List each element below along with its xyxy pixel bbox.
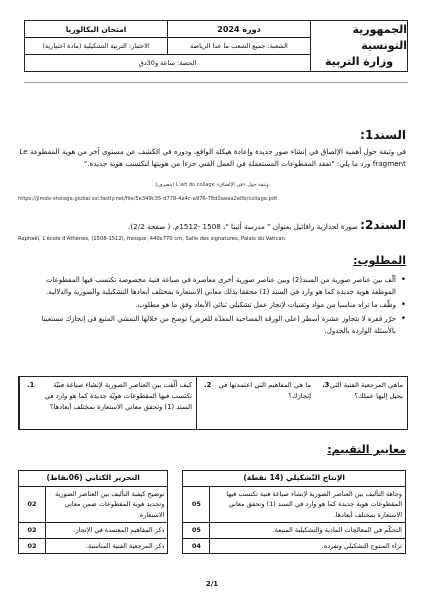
required-item: • وظّف ما تراه مناسبا من مواد وتقنيات لإنجاز عمل تشكيلي ثنائي الأبعاد وفق ما هو مطلوب. [26,299,406,311]
criteria-heading: معايير التقييم: [327,443,406,456]
source1-text: في وثيقة حول أهمية الإلصاق في إنشاء صور جديدة وإعادة هيكلة الواقع، ودوره في الكشف عن مستوى آخر من هوية المقطوعة Le fragment ورد ما يلي: "تفقد المقطوعات المستعملة في العمل الفني جزءا من هويتها لتكتسب هوية جديدة." [19,147,406,168]
source2-caption: Raphaël, L'école d'Athènes, (1508-1512), fresque, 440x770 cm, Salle des signatures, Palais du Vatican. [18,236,287,242]
exam-duration: الحصة: ساعة و30دق [138,59,197,67]
questions-table [18,376,408,430]
question-text: ما هي المفاهيم التي اعتمدتها في إنجازك؟ [218,381,311,400]
written-criterion: ذكر المرجعية الفنية المناسبة. [46,538,168,554]
practical-criterion: ثراء المنتوج التشكيلي وتفرده. [210,538,406,554]
written-criterion: ذكر المفاهيم المعتمدة في الإنجاز. [46,523,168,539]
practical-mark: 05 [183,523,210,539]
exam-subject: الاختبار: التربية التشكيلية (مادة اختيارية) [42,42,150,50]
question-cell [196,377,315,429]
question-cell [315,377,407,429]
required-heading: المطلوب: [353,254,406,267]
written-criterion: توضيح كيفية التأليف بين العناصر الصورية وتجديد هوية المقطوعات ضمن معاني الاستعارة. [46,486,168,523]
source1-heading: السند1: [360,128,406,142]
institution-block [311,20,408,72]
practical-mark: 05 [183,486,210,523]
exam-session: دورة 2024 [217,24,261,34]
practical-criterion: التحكّم في المعالجات المادية والتشكيلية المتبعة. [210,523,406,539]
exam-branch: الشعبة: جميع الشعب ما عدا الرياضة [190,42,288,50]
ministry-name: وزارة التربية [324,55,394,68]
exam-header [24,20,408,72]
exam-info-box [24,20,311,72]
exam-info-row-3 [25,55,310,71]
source1-url: https://jimdo-storage.global.ssl.fastly.net/file/5e349c35-d778-4a4c-a976-78d3aeaa2e0b/collage.pdf [18,196,277,202]
exam-info-row-1 [25,21,310,38]
source2-line [18,218,406,232]
written-mark: 02 [19,486,46,523]
exam-title: امتحان البكالوريا [65,24,127,34]
practical-mark: 04 [183,538,210,554]
practical-criterion: وجاهة التأليف بين العناصر الصورية لإنشاء صياغة فنية تكتسب فيها المقطوعات هوية جديدة كما هو وارد في السند (1) وتحقق معاني الاستعارة بمختلف أبعادها. [210,486,406,523]
question-text: كيف ألّفت بين العناصر الصورية لإنشاء صياغة فنيّة تكتسب فيها المقطوعات هويّة جديدة كما هو وارد في السند (1) وتحقق معاني الاستعارة بمختلف أبعادها؟ [44,381,192,411]
required-item: • حرّر فقرة لا تتجاوز عشرة أسطر (على الورقة المصاحبة المعدّة للغرض) توضح من خلالها التمشي المتبع في إنجازك مستعينا بالأسئلة الواردة بالجدول. [26,313,406,337]
question-cell [19,377,196,429]
written-title: التحرير الكتابي (06نقاط) [19,471,168,487]
source1-citation: وثيقة حول «فن الإلصاق» L'art du collage (بتصرف) [155,182,269,188]
written-mark: 02 [19,538,46,554]
question-number: 3. [322,381,330,389]
question-number: 2. [204,381,212,389]
required-list [26,274,406,338]
required-item: • ألّف بين عناصر صورية من السند(2) وبين عناصر صورية أخرى معاصرة في صياغة فنية مخصوصة تكتسب فيها المقطوعات الموظفة هوية جديدة كما هو وارد في السند (1) محققا بذلك معاني الاستعارة بمختلف أبعادها التشكيلية والصورية والدلالية. [26,274,406,298]
written-mark: 02 [19,523,46,539]
source2-text: صورة لجدارية رافائيل بعنوان " مدرسة أثينا "، 1508 -1512م. ( صفحة 2/2). [128,222,358,231]
header-divider [24,82,408,83]
page-number: 2/1 [205,580,219,588]
source2-label: السند2: [360,218,406,232]
republic-name: الجمهورية التونسية [352,23,407,52]
exam-info-row-2 [25,38,310,55]
question-text: ماهي المرجعية الفنية التي يحيل إليها عملك؟ [329,381,403,400]
practical-title: الإنتاج التّشكيلي (14 نقطة) [183,471,406,487]
question-number: 1. [27,381,35,389]
criteria-table [18,470,406,554]
